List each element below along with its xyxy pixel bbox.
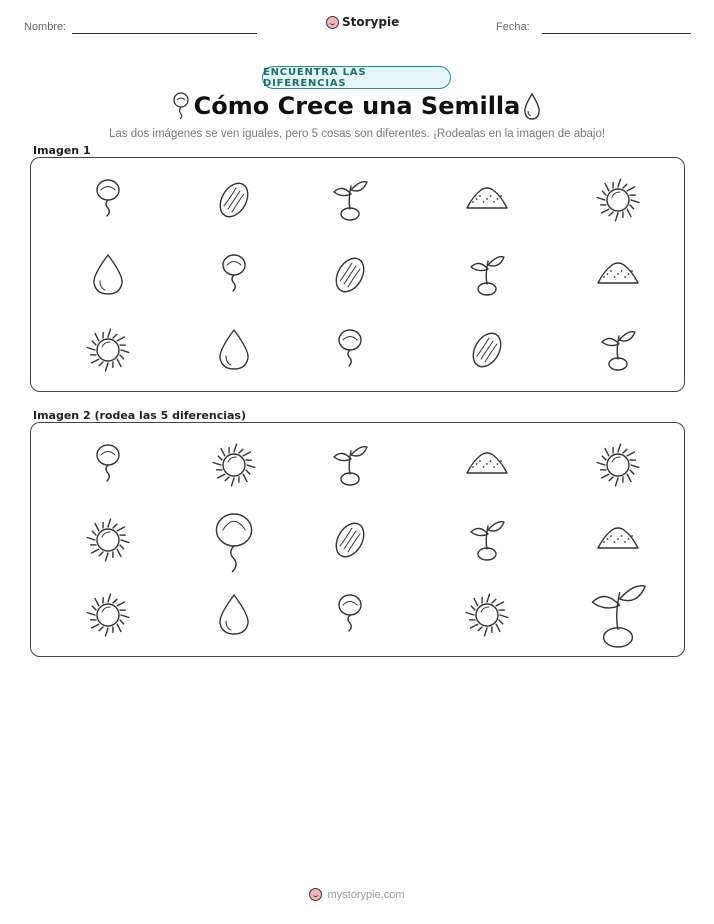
sun-icon[interactable] [466, 594, 508, 636]
sprout-icon [471, 257, 504, 295]
water-drop-icon[interactable] [220, 595, 248, 634]
sprout-icon[interactable] [334, 447, 367, 485]
seed-icon [331, 253, 370, 296]
soil-pile-icon[interactable] [467, 453, 507, 473]
seed-icon[interactable] [331, 518, 370, 561]
soil-pile-icon[interactable] [598, 528, 638, 548]
sun-icon [597, 179, 639, 221]
seed-icon [468, 328, 507, 371]
sun-icon[interactable] [87, 594, 129, 636]
date-label: Fecha: [496, 21, 530, 33]
sun-icon [87, 329, 129, 371]
image1-panel [30, 157, 685, 392]
water-drop-icon [522, 93, 542, 121]
soil-pile-icon [467, 188, 507, 208]
date-field[interactable] [542, 33, 691, 34]
image2-canvas[interactable] [31, 423, 683, 655]
seed-icon [215, 178, 254, 221]
bear-logo-icon [326, 16, 339, 29]
name-label: Nombre: [24, 21, 67, 33]
sprout-icon[interactable] [471, 522, 504, 560]
sprout-icon [334, 182, 367, 220]
sun-icon[interactable] [87, 519, 129, 561]
image2-panel[interactable] [30, 422, 685, 657]
balloon-seed-icon [223, 255, 245, 291]
name-field[interactable] [72, 33, 257, 34]
water-drop-icon [94, 255, 122, 294]
water-drop-icon [220, 330, 248, 369]
sun-icon[interactable] [213, 444, 255, 486]
footer [0, 888, 714, 901]
brand-name: Storypie [342, 15, 400, 29]
sun-icon[interactable] [597, 444, 639, 486]
instructions: Las dos imágenes se ven iguales, pero 5 cosas son diferentes. ¡Rodealas en la imagen de abajo! [108, 128, 606, 140]
image2-label: Imagen 2 (rodea las 5 diferencias) [33, 409, 247, 422]
brand-logo [326, 15, 399, 29]
balloon-seed-icon[interactable] [216, 514, 251, 572]
soil-pile-icon [598, 263, 638, 283]
activity-badge: ENCUENTRA LAS DIFERENCIAS [262, 66, 451, 89]
sprout-icon [602, 332, 635, 370]
page-title: Cómo Crece una Semilla [193, 92, 521, 120]
balloon-seed-icon[interactable] [97, 445, 119, 481]
image1-canvas [31, 158, 683, 390]
balloon-seed-icon [97, 180, 119, 216]
footer-url[interactable]: mystorypie.com [327, 888, 405, 901]
sprout-icon[interactable] [592, 586, 645, 647]
balloon-seed-icon [339, 330, 361, 366]
bear-logo-icon [309, 888, 322, 901]
balloon-seed-icon[interactable] [339, 595, 361, 631]
image1-label: Imagen 1 [33, 144, 91, 157]
